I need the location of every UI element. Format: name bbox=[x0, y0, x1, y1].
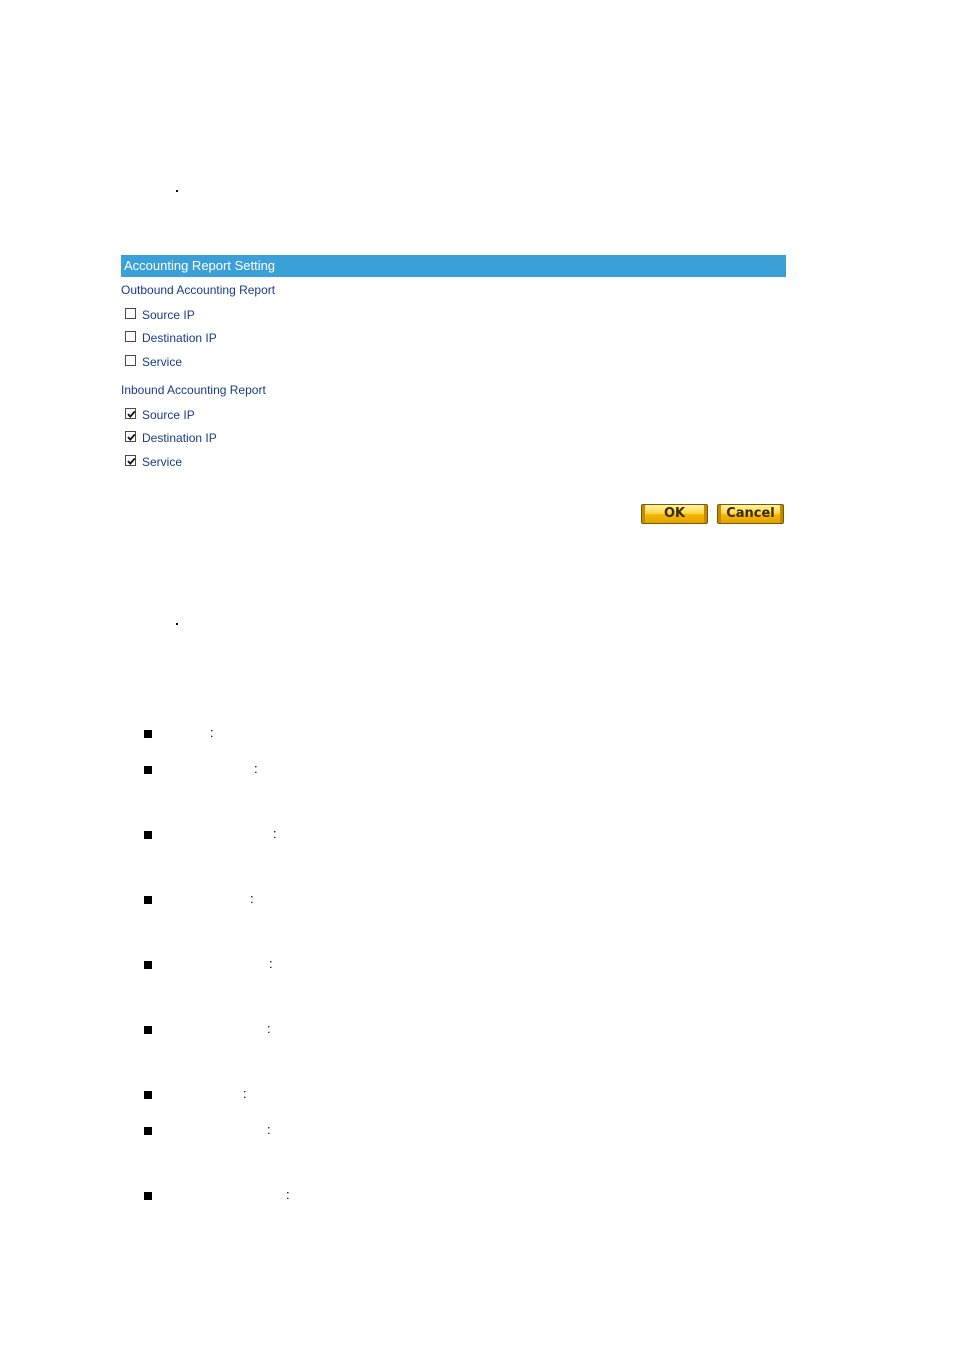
outbound-destination-ip-label: Destination IP bbox=[142, 331, 217, 345]
bullet-colon: : bbox=[269, 956, 273, 971]
panel-header: Accounting Report Setting bbox=[121, 255, 786, 277]
square-bullet-icon bbox=[144, 831, 152, 839]
outbound-service-row[interactable] bbox=[125, 354, 182, 370]
cancel-button[interactable]: Cancel bbox=[717, 504, 784, 524]
outbound-destination-ip-checkbox[interactable] bbox=[125, 331, 136, 342]
outbound-destination-ip-row[interactable] bbox=[125, 330, 217, 346]
outbound-service-checkbox[interactable] bbox=[125, 355, 136, 366]
outbound-source-ip-row[interactable] bbox=[125, 307, 195, 323]
inbound-service-checkbox[interactable] bbox=[125, 455, 136, 466]
bullet-colon: : bbox=[243, 1086, 247, 1101]
bullet-colon: : bbox=[273, 826, 277, 841]
bullet-colon: : bbox=[210, 725, 214, 740]
outbound-source-ip-checkbox[interactable] bbox=[125, 308, 136, 319]
checkmark-icon bbox=[126, 456, 137, 467]
square-bullet-icon bbox=[144, 730, 152, 738]
accounting-report-panel bbox=[121, 255, 786, 469]
inbound-destination-ip-checkbox[interactable] bbox=[125, 431, 136, 442]
inbound-source-ip-checkbox[interactable] bbox=[125, 408, 136, 419]
stray-dot-top bbox=[176, 190, 178, 192]
square-bullet-icon bbox=[144, 1192, 152, 1200]
bullet-colon: : bbox=[254, 761, 258, 776]
inbound-destination-ip-label: Destination IP bbox=[142, 431, 217, 445]
inbound-destination-ip-row[interactable] bbox=[125, 430, 217, 446]
inbound-source-ip-row[interactable] bbox=[125, 407, 195, 423]
bullet-colon: : bbox=[250, 891, 254, 906]
square-bullet-icon bbox=[144, 896, 152, 904]
outbound-section-title: Outbound Accounting Report bbox=[121, 283, 276, 297]
outbound-service-label: Service bbox=[142, 355, 183, 369]
square-bullet-icon bbox=[144, 1026, 152, 1034]
checkmark-icon bbox=[126, 432, 137, 443]
checkmark-icon bbox=[126, 409, 137, 420]
inbound-source-ip-label: Source IP bbox=[142, 408, 195, 422]
inbound-section-title: Inbound Accounting Report bbox=[121, 383, 266, 397]
square-bullet-icon bbox=[144, 961, 152, 969]
stray-dot-middle bbox=[176, 623, 178, 625]
square-bullet-icon bbox=[144, 1091, 152, 1099]
outbound-source-ip-label: Source IP bbox=[142, 308, 195, 322]
inbound-service-label: Service bbox=[142, 455, 183, 469]
bullet-colon: : bbox=[267, 1122, 271, 1137]
square-bullet-icon bbox=[144, 1127, 152, 1135]
bullet-colon: : bbox=[267, 1021, 271, 1036]
square-bullet-icon bbox=[144, 766, 152, 774]
bullet-colon: : bbox=[286, 1187, 290, 1202]
inbound-service-row[interactable] bbox=[125, 454, 182, 470]
ok-button[interactable]: OK bbox=[641, 504, 708, 524]
